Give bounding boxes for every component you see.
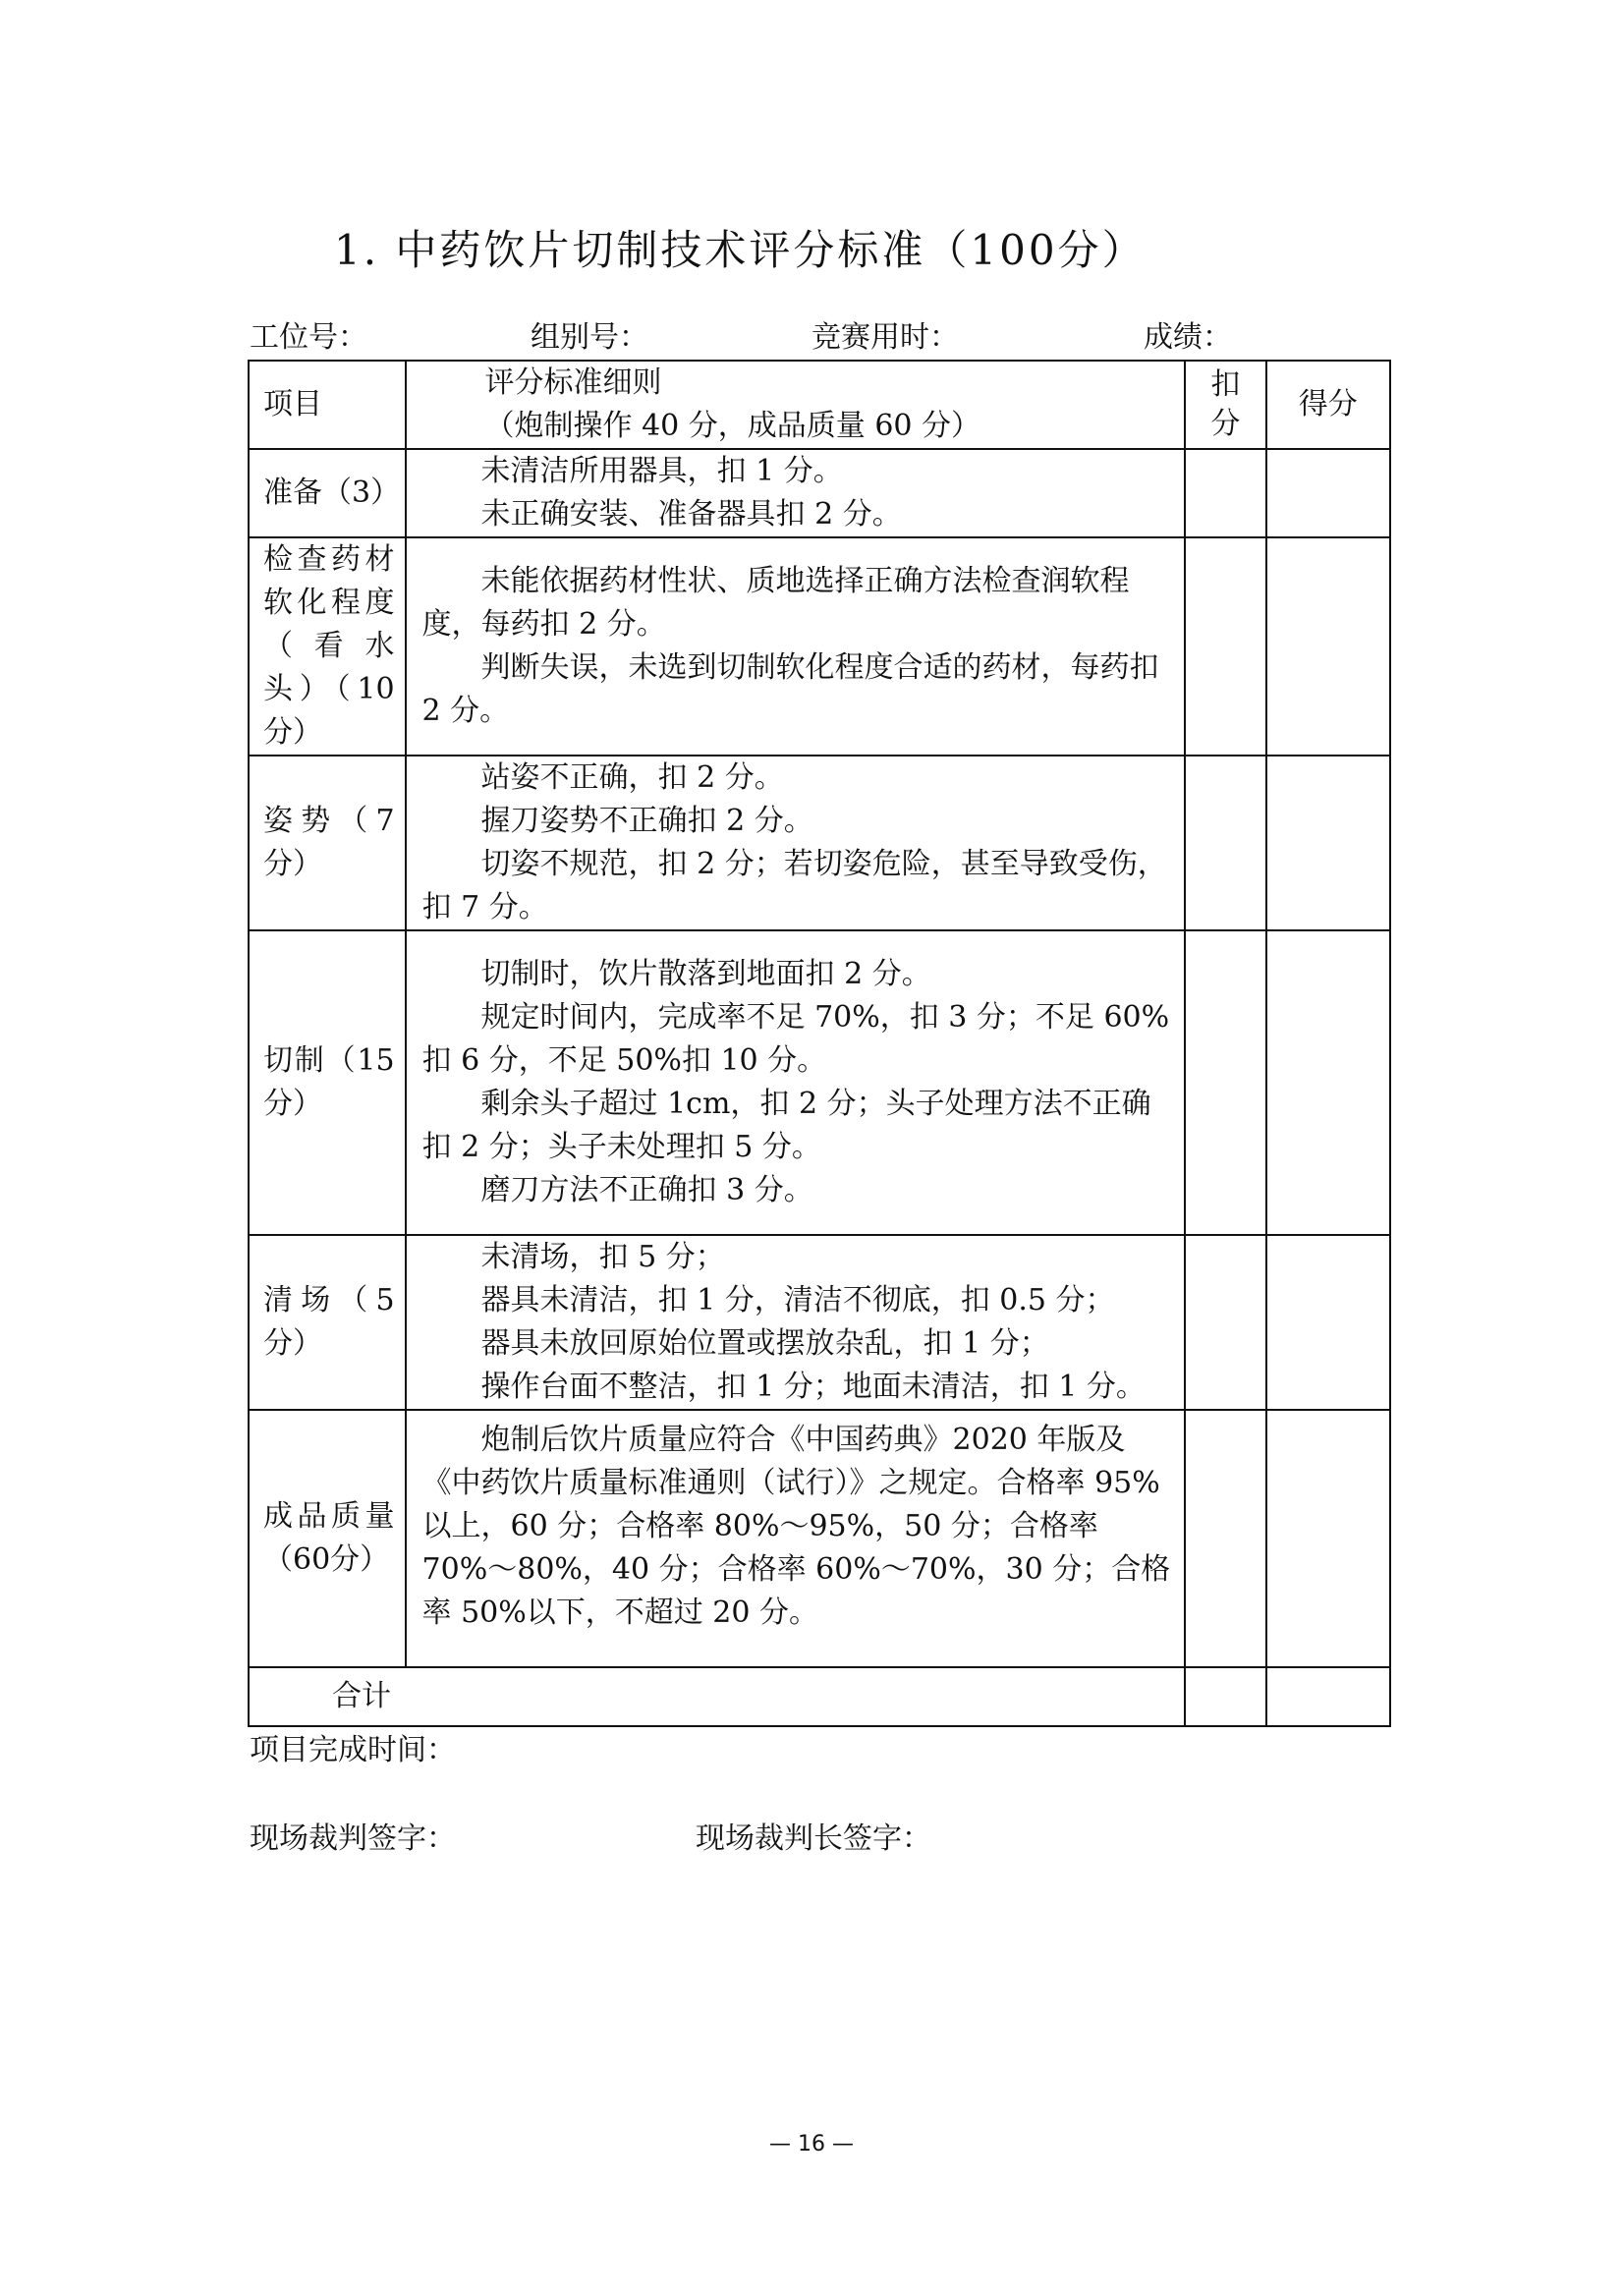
- station-number-label: 工位号：: [250, 320, 367, 355]
- row-details: [406, 1410, 1186, 1667]
- row-details: [406, 449, 1186, 537]
- row-item: 成品质量（60分）: [249, 1410, 406, 1667]
- chief-referee-signature-label: 现场裁判长签字：: [696, 1821, 931, 1856]
- detail-line: 炮制后饮片质量应符合《中国药典》2020 年版及《中药饮片质量标准通则（试行）》之规定。合格率 95%以上，60 分；合格率 80%～95%，50 分；合格率 70%～80%，40 分；合格率 60%～70%，30 分；合格率 50%以下，不超过 20 分。: [421, 1423, 1171, 1630]
- table-row: [249, 449, 1390, 537]
- detail-line: 规定时间内，完成率不足 70%，扣 3 分；不足 60%扣 6 分，不足 50%扣 10 分。: [421, 1000, 1170, 1078]
- row-details: [406, 756, 1186, 930]
- detail-line: 剩余头子超过 1cm，扣 2 分；头子处理方法不正确扣 2 分；头子未处理扣 5 分。: [421, 1087, 1151, 1164]
- total-score-cell[interactable]: [1266, 1667, 1390, 1726]
- detail-line: 切姿不规范，扣 2 分；若切姿危险，甚至导致受伤，扣 7 分。: [421, 847, 1167, 924]
- score-cell[interactable]: [1266, 756, 1390, 930]
- detail-line: 判断失误，未选到切制软化程度合适的药材，每药扣 2 分。: [421, 650, 1159, 728]
- detail-line: 未正确安装、准备器具扣 2 分。: [480, 497, 902, 532]
- score-cell[interactable]: [1266, 1410, 1390, 1667]
- table-row: [249, 756, 1390, 930]
- table-row: [249, 1235, 1390, 1410]
- scoring-table: [248, 360, 1391, 1727]
- row-details: [406, 537, 1186, 756]
- detail-line: 未清洁所用器具，扣 1 分。: [480, 454, 843, 488]
- deduct-cell[interactable]: [1185, 537, 1265, 756]
- detail-line: 站姿不正确，扣 2 分。: [480, 760, 784, 795]
- detail-line: 未清场，扣 5 分；: [480, 1240, 725, 1274]
- total-deduct-cell[interactable]: [1185, 1667, 1265, 1726]
- deduct-cell[interactable]: [1185, 930, 1265, 1235]
- page-number: — 16 —: [769, 2132, 854, 2156]
- deduct-cell[interactable]: [1185, 1410, 1265, 1667]
- score-cell[interactable]: [1266, 449, 1390, 537]
- header-detail-title: 评分标准细则: [484, 365, 662, 400]
- document-title: 1. 中药饮片切制技术评分标准（100分）: [334, 226, 1147, 274]
- group-number-label: 组别号：: [531, 320, 648, 355]
- referee-signature-label: 现场裁判签字：: [250, 1821, 456, 1856]
- header-item: 项目: [249, 361, 406, 449]
- header-score: 得分: [1266, 361, 1390, 449]
- row-item: 切制（15分）: [249, 930, 406, 1235]
- row-item: 清场（5分）: [249, 1235, 406, 1410]
- total-label: 合计: [249, 1667, 1185, 1726]
- deduct-cell[interactable]: [1185, 449, 1265, 537]
- row-item: 姿势（7分）: [249, 756, 406, 930]
- detail-line: 磨刀方法不正确扣 3 分。: [480, 1173, 813, 1207]
- detail-line: 器具未清洁，扣 1 分，清洁不彻底，扣 0.5 分；: [480, 1283, 1115, 1317]
- detail-line: 未能依据药材性状、质地选择正确方法检查润软程度，每药扣 2 分。: [421, 564, 1130, 642]
- competition-info-row: [0, 312, 1623, 355]
- time-used-label: 竞赛用时：: [812, 320, 959, 355]
- score-cell[interactable]: [1266, 537, 1390, 756]
- header-detail: [406, 361, 1186, 449]
- table-header-row: [249, 361, 1390, 449]
- table-total-row: [249, 1667, 1390, 1726]
- table-row: [249, 930, 1390, 1235]
- score-cell[interactable]: [1266, 1235, 1390, 1410]
- table-row: [249, 1410, 1390, 1667]
- header-deduct: 扣分: [1185, 361, 1265, 449]
- table-row: [249, 537, 1390, 756]
- score-cell[interactable]: [1266, 930, 1390, 1235]
- detail-line: 操作台面不整洁，扣 1 分；地面未清洁，扣 1 分。: [480, 1370, 1146, 1404]
- completion-time-label: 项目完成时间：: [250, 1733, 456, 1767]
- row-details: [406, 930, 1186, 1235]
- row-details: [406, 1235, 1186, 1410]
- row-item: 准备（3）: [249, 449, 406, 537]
- detail-line: 切制时，饮片散落到地面扣 2 分。: [480, 957, 931, 991]
- detail-line: 握刀姿势不正确扣 2 分。: [480, 804, 813, 838]
- row-item: 检查药材软化程度（看水头）（10分）: [249, 537, 406, 756]
- header-detail-subtitle: （炮制操作 40 分，成品质量 60 分）: [484, 409, 981, 443]
- score-label: 成绩：: [1144, 320, 1232, 355]
- deduct-cell[interactable]: [1185, 756, 1265, 930]
- deduct-cell[interactable]: [1185, 1235, 1265, 1410]
- detail-line: 器具未放回原始位置或摆放杂乱，扣 1 分；: [480, 1326, 1049, 1361]
